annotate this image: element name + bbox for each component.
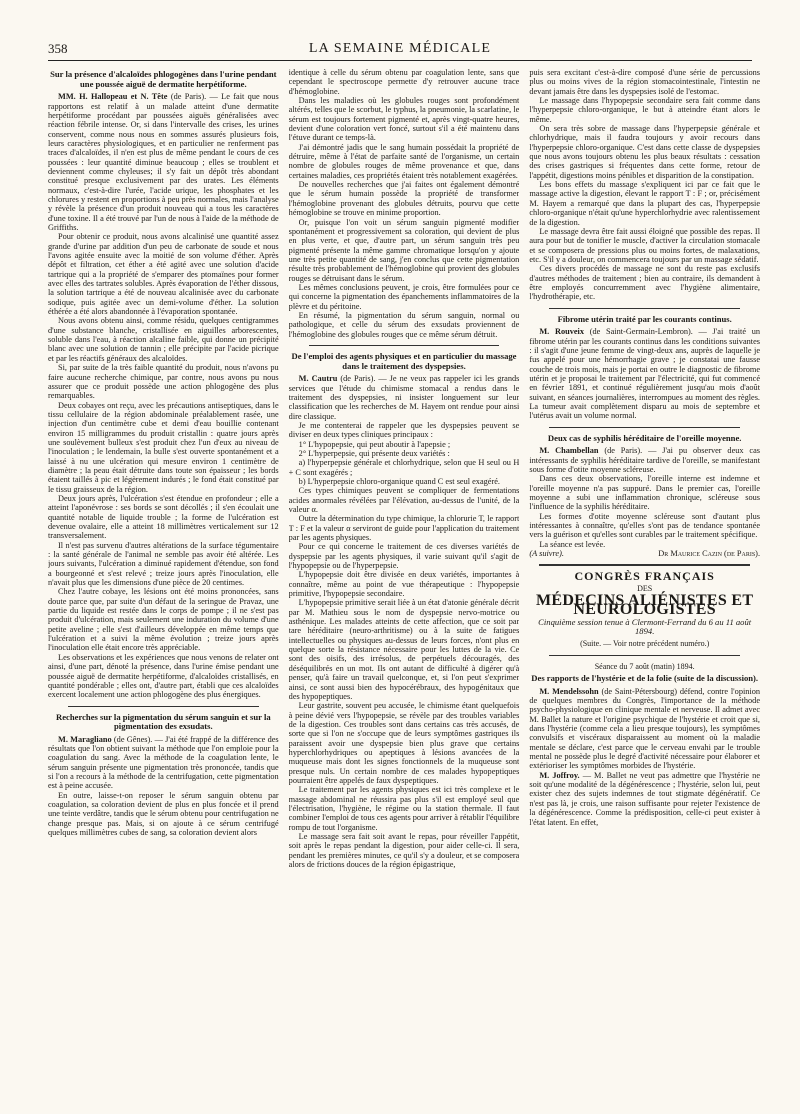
author-name: M. Maragliano: [58, 734, 112, 744]
author-name: M. Chambellan: [539, 446, 599, 456]
paragraph: Si, par suite de la très faible quantité du produit, nous n'avons pu faire aucune recherche chimique, par contre, nous avons pu nous assurer que ce produit possède une action phlogogène des plus remarquables.: [48, 363, 279, 401]
paragraph: On sera très sobre de massage dans l'hyperpepsie générale et chlorhydrique, mais il faudra toujours y avoir recours dans l'hyperpepsie chloro-organique. C'est dans cette classe de dyspepsies que nous avons toujours obtenu les plus beaux résultats : cessation des crises gastriques si fréquentes dans cette forme, retour de l'appétit, digestions moins pénibles et disparition de la constipation.: [529, 124, 761, 180]
paragraph: (de Paris). — Je ne veux pas rappeler ici les grands services que l'étude du chimisme stomacal a rendus dans le traitement des dyspepsies, ni insister longuement sur leur classification que les recherches de M. Hayem ont rendue pour ainsi dire classique.: [288, 374, 520, 421]
paragraph: Dans ces deux observations, l'oreille interne est indemne et l'oreille moyenne n'a pas suppuré. Dans le premier cas, l'oreille moyenne a subi une inflammation chronique, scléreuse sous l'influence de la syphilis héréditaire.: [529, 474, 761, 512]
paragraph: Les observations et les expériences que nous venons de relater ont ainsi, d'une part, dénoté la présence, dans l'urine émise pendant une poussée aiguë de dermatite herpétiforme, d'alcaloïdes cristallisés, en quantité pondérable ; elles ont, d'autre part, établi que ces alcaloïdes exercent localement une action phlogogène des plus énergiques.: [48, 652, 279, 700]
author-name: M. Joffroy.: [539, 770, 580, 780]
paragraph: En résumé, la pigmentation du sérum sanguin, normal ou pathologique, et celle du sérum des exsudats proviennent de l'hémoglobine des globules rouges que ce même sérum détruit.: [288, 310, 520, 339]
congress-title: CONGRÈS FRANÇAIS: [574, 569, 715, 584]
paragraph: Nous avons obtenu ainsi, comme résidu, quelques centigrammes d'une substance blanche, cristallisée en aiguilles arborescentes, soluble dans l'eau, à réaction alcaline faible, qui donne un précipité blanc avec une solution de tannin ; elle précipite par l'acide picrique et par les réactifs généraux des alcaloïdes.: [48, 316, 279, 363]
column-1: [48, 68, 279, 1102]
paragraph: Leur gastrite, souvent peu accusée, le chimisme étant quelquefois à peine dévié vers l'hypopepsie, se révèle par des troubles variables de la digestion. Ces troubles sont dans certains cas très accusés, de sorte que si l'on ne s'occupe que de leurs symptômes gastriques ils paraissent avoir une dyspepsie bien plus grave que certains hyperchlorhydriques ou apeptiques à lésions avancées de la muqueuse mais dont les signes fonctionnels de la muqueuse sont presque nuls. Un certain nombre de ces malades hypopeptiques pourraient être appelés de faux dyspeptiques.: [288, 701, 520, 785]
paragraph: Pour ce qui concerne le traitement de ces diverses variétés de dyspepsie par les agents physiques, il varie suivant qu'il s'agit de l'hypopepsie ou de l'hyperpepsie.: [288, 542, 520, 571]
paragraph: L'hypopepsie primitive serait liée à un état d'atonie générale décrit par M. Mathieu sous le nom de dyspepsie nervo-motrice ou asthénique. Les malades atteints de cette affection, que ce soit par tare héréditaire (neuro-arthritisme) ou à la suite de fatigues intellectuelles ou physiques au-dessus de leurs forces, n'ont plus en quelque sorte la résistance nécessaire pour les luttes de la vie. Ce sont des oisifs, des irrésolus, de perpétuels découragés, des déséquilibrés en un mot. Ils ont autant de difficulté à digérer qu'à penser, qu'à faire un travail quelconque, et, si l'on peut s'exprimer ainsi, ce sont aussi bien des hypocérébraux, des hypogénitaux que des hypopeptiques.: [288, 598, 520, 701]
paragraph: Ces divers procédés de massage ne sont du reste pas exclusifs d'autres méthodes de traitement ; bien au contraire, ils demandent à être employés concurremment avec l'hygiène alimentaire, l'hydrothérapie, etc.: [529, 264, 761, 302]
author-name: M. Cautru: [298, 374, 338, 384]
columns: [48, 68, 760, 1102]
page-header: [48, 38, 752, 61]
page-number: 358: [48, 41, 68, 56]
author-name: MM. H. Hallopeau et N. Tête: [58, 92, 168, 102]
section-title: Recherches sur la pigmentation du sérum sanguin et sur la pigmentation des exsudats.: [56, 711, 271, 732]
running-title: LA SEMAINE MÉDICALE: [308, 41, 492, 56]
double-divider: [539, 564, 750, 568]
paragraph: (de Gênes). — J'ai été frappé de la différence des résultats que l'on obtient suivant la méthode que l'on emploie pour la coagulation du sang. Avec la méthode de la coagulation lente, le sérum sanguin présente une pigmentation très prononcée, tandis que si l'on a recours à la méthode de la centrifugation, cette pigmentation est à peine accusée.: [48, 734, 279, 791]
divider: [549, 427, 740, 428]
section-title: Fibrome utérin traité par les courants continus.: [557, 313, 732, 324]
paragraph: L'hypopepsie doit être divisée en deux variétés, importantes à connaître, même au point de vue thérapeutique : l'hypopepsie primitive, l'hypopepsie secondaire.: [288, 570, 520, 599]
paragraph: J'ai démontré jadis que le sang humain possédait la propriété de détruire, même à l'état de parfaite santé de l'organisme, un certain nombre de globules rouges de même provenance et que, dans certaines maladies, ces propriétés étaient très notablement exagérées.: [288, 142, 520, 180]
list-item: a) l'hyperpepsie générale et chlorhydrique, selon que H seul ou H + C sont exagérés ;: [288, 458, 520, 477]
paragraph: (de Paris). — J'ai pu observer deux cas intéressants de syphilis héréditaire tardive de l'oreille, se manifestant sous forme d'otite moyenne scléreuse.: [529, 446, 761, 474]
congress-heading: MÉDECINS ALIÉNISTES ET NEUROLOGISTES: [536, 592, 754, 619]
to-be-continued: (A suivre).: [529, 549, 564, 558]
divider: [549, 308, 740, 309]
paragraph: (de Paris). — Le fait que nous rapportons est relatif à un malade atteint d'une dermatite herpétiforme procédant par poussées aiguës généralisées avec réaction fébrile intense. Or, si dans l'intervalle des crises, les urines conservent, comme nous nous en sommes assurés plusieurs fois, leurs caractères physiologiques, et en particulier ne renferment pas traces d'alcaloïdes, il n'en est plus de même pendant le cours de ces poussées : leur quantité diminue beaucoup ; elles se troublent et deviennent comme chyleuses; il s'y fait un dépôt très abondant constitué presque exclusivement par des urates. Les éléments normaux, c'est-à-dire l'urée, l'acide urique, les phosphates et les chlorures y restent en proportions à peu près normales, mais l'analyse y révèle la présence d'un produit nouveau qui a tous les caractères d'une toxine. Il a été trouvé par l'un de nous à l'aide de la méthode de Griffiths.: [48, 92, 279, 232]
paragraph: Pour obtenir ce produit, nous avons alcalinisé une quantité assez grande d'urine par addition d'un peu de carbonate de soude et nous l'avons agitée ensuite avec la moitié de son volume d'éther. Après dépôt et filtration, cet éther a été agité avec une solution d'acide tartrique qui a la propriété de s'emparer des ptomaïnes pour former avec elles des tartrates solubles. Après évaporation de l'éther dissous, la solution tartrique a été de nouveau alcalinisée avec du carbonate sodique, puis agitée avec un demi-volume d'éther. La solution éthérée a été alors abandonnée à l'évaporation spontanée.: [48, 232, 279, 317]
paragraph: Le traitement par les agents physiques est ici très complexe et le massage abdominal ne réussira pas plus s'il est employé seul que l'électrisation, l'hygiène, le régime ou la station thermale. Il faut combiner l'emploi de tous ces agents pour arriver à rétablir l'équilibre rompu de tout l'organisme.: [288, 785, 520, 832]
column-2: [289, 68, 520, 1102]
list-item: 1° L'hypopepsie, qui peut aboutir à l'apepsie ;: [298, 439, 451, 449]
congress-suite: (Suite. — Voir notre précédent numéro.): [580, 639, 710, 649]
session-date: Séance du 7 août (matin) 1894.: [594, 661, 695, 671]
paragraph: Deux cobayes ont reçu, avec les précautions antiseptiques, dans le tissu cellulaire de la région abdominale préalablement rasée, une injection d'un centimètre cube et demi d'eau bouillie contenant environ 15 milligrammes du produit cristallin : quatre jours après une soulèvement bulleux s'est produit chez l'un d'eux au niveau de l'inoculation ; le lendemain, la bulle s'est ouverte spontanément et a laissé à nu une ulcération qui mesure environ 1 centimètre de diamètre ; la peau était détruite dans toute son épaisseur ; les bords étaient taillés à pic et légèrement indurés ; le fond était constitué par le tissu graisseux de la région.: [48, 400, 279, 494]
paragraph: Les bons effets du massage s'expliquent ici par ce fait que le massage active la digestion, élevant le rapport T : F ; or, précisément M. Hayem a remarqué que dans la plupart des cas, l'hyperpepsie chloro-organique n'était qu'une hyperchlorhydrie avec ralentissement de la digestion.: [529, 180, 761, 227]
paragraph: Les formes d'otite moyenne scléreuse sont d'autant plus intéressantes à connaître, qu'elles s'ont pas de tendance spontanée vers la guérison et qu'elles sont curables par le traitement spécifique.: [529, 511, 761, 540]
paragraph: puis sera excitant c'est-à-dire composé d'une série de percussions plus ou moins vives de la région stomacointestinale, l'intestin ne devant jamais être dans les dyspepsies isolé de l'estomac.: [529, 68, 761, 96]
column-3: [529, 68, 760, 1102]
paragraph: Le massage dans l'hypopepsie secondaire sera fait comme dans l'hyperpepsie chloro-organique, le but à atteindre étant alors le même.: [529, 96, 761, 124]
list-item: 2° L'hyperpepsie, qui présente deux variétés :: [298, 448, 450, 458]
paragraph: Je me contenterai de rappeler que les dyspepsies peuvent se diviser en deux types cliniques principaux :: [288, 420, 520, 440]
divider: [68, 706, 259, 707]
paragraph: Or, puisque l'on voit un sérum sanguin pigmenté modifier spontanément et progressivement sa coloration, qui devient de plus en plus verte, et que, d'autre part, un sérum sanguin très peu pigmenté présente la même gamme chromatique lorsqu'on y ajoute une très petite quantité de sang, j'en conclus que cette pigmentation résulte très probablement de l'hémoglobine qui provient des globules rouges se détruisant dans le sérum.: [288, 217, 520, 283]
divider: [309, 345, 500, 346]
paragraph: Il n'est pas survenu d'autres altérations de la surface tégumentaire : la santé générale de l'animal ne semble pas avoir été altérée. Les jours suivants, l'ulcération a diminué rapidement d'étendue, son fond a bourgeonné et s'est relevé ; treize jours après l'inoculation, elle n'avait plus que les dimensions d'une pièce de 20 centimes.: [48, 540, 279, 588]
paragraph: De nouvelles recherches que j'ai faites ont également démontré que le sérum humain possède la propriété de transformer l'hémoglobine provenant des globules détruits, pourvu que cette hémoglobine se trouve en minime proportion.: [288, 180, 520, 218]
paragraph: Dans les maladies où les globules rouges sont profondément altérés, telles que le scorbut, le typhus, la pneumonie, la scarlatine, le sérum est toujours fortement pigmenté et, après vingt-quatre heures, devient d'une coloration vert foncé, surtout s'il a été maintenu dans l'étuve durant ce temps-là.: [288, 96, 520, 143]
paragraph: Chez l'autre cobaye, les lésions ont été moins prononcées, sans doute parce que, par suite d'un défaut de la seringue de Pravaz, une partie du liquide est restée dans le corps de pompe ; il ne s'est pas produit d'ulcération, mais seulement une induration du volume d'une petite aveline ; elle s'est d'ailleurs développée en même temps que l'ulcération et a suivi la même évolution ; treize jours après l'inoculation elle était encore très appréciable.: [48, 587, 279, 653]
list-item: b) L'hyperpepsie chloro-organique quand C est seul exagéré.: [298, 476, 500, 486]
paragraph: Les mêmes conclusions peuvent, je crois, être formulées pour ce qui concerne la pigmentation des épanchements inflammatoires de la plèvre et du péritoine.: [288, 282, 520, 311]
paragraph: — M. Ballet ne veut pas admettre que l'hystérie ne soit qu'une modalité de la dégénérescence ; l'hystérie, selon lui, peut exister chez des sujets indemnes de tout stigmate dégénératif. Ce n'est pas là, je crois, une raison suffisante pour rejeter l'existence de la dégénérescence. Comme la prédisposition, celle-ci peut exister à l'état latent. En effet,: [529, 770, 761, 827]
author-name: M. Mendelssohn: [539, 686, 599, 696]
section-title: Deux cas de syphilis héréditaire de l'oreille moyenne.: [547, 432, 742, 443]
divider: [549, 655, 740, 656]
section-title: De l'emploi des agents physiques et en particulier du massage dans le traitement des dyspepsies.: [291, 350, 517, 371]
paragraph: La séance est levée.: [539, 539, 606, 549]
signature: Dr Maurice Cazin (de Paris).: [658, 549, 761, 558]
author-name: M. Rouveix: [539, 327, 584, 337]
congress-des: DES: [637, 583, 653, 593]
paragraph: En outre, laisse-t-on reposer le sérum sanguin obtenu par coagulation, sa coloration devient de plus en plus foncée et il prend une teinte verdâtre, tandis que le sérum obtenu pour centrifugation ne change presque pas. Mais, si on ajoute à ce sérum centrifugé quelques millimètres cubes de sang, sa coloration devient alors: [48, 790, 279, 838]
section-title: Des rapports de l'hystérie et de la folie (suite de la discussion).: [531, 673, 759, 684]
paragraph: Ces types chimiques peuvent se compliquer de fermentations acides anormales révélées par l'élévation, au-dessus de l'unité, de la valeur α.: [288, 486, 520, 514]
paragraph: identique à celle du sérum obtenu par coagulation lente, sans que cependant le spectroscope permette d'y retrouver aucune trace d'hémoglobine.: [288, 68, 520, 96]
paragraph: Deux jours après, l'ulcération s'est étendue en profondeur ; elle a atteint l'aponévrose : ses bords se sont décollés ; il s'en écoulait une quantité notable de liquide trouble ; la forme de l'ulcération est devenue ovalaire, elle a atteint 18 millimètres verticalement sur 12 transversalement.: [48, 493, 279, 541]
paragraph: Outre la détermination du type chimique, la chlorurie T, le rapport T : F et la valeur α serviront de guide pour l'application du traitement par les agents physiques.: [288, 514, 520, 542]
congress-session: Cinquième session tenue à Clermont-Ferrand du 6 au 11 août 1894.: [538, 616, 752, 637]
paragraph: Le massage devra être fait aussi éloigné que possible des repas. Il aura pour but de tonifier le muscle, d'activer la circulation stomacale et se composera de pressions plus ou moins fortes, de malaxations, etc. S'il y a douleur, on commencera toujours par un massage sédatif.: [529, 226, 761, 264]
paragraph: (de Saint-Pétersbourg) défend, contre l'opinion de quelques membres du Congrès, l'importance de la méthode psycho-physiologique en clinique mentale et nerveuse. Il admet avec M. Ballet la nature et l'origine psychique de l'hystérie et croit que si, dans l'hystérie (comme cela a lieu presque toujours), les symptômes convulsifs et viscéraux disparaissent au moment où la maladie mentale se déclare, c'est parce que le cerveau envahi par le trouble mental ne possède plus le degré d'activité nécessaire pour élaborer et extérioriser les symptômes morbides de l'hystérie.: [529, 686, 761, 771]
section-title: Sur la présence d'alcaloïdes phlogogènes dans l'urine pendant une poussée aiguë de dermatite herpétiforme.: [50, 69, 277, 89]
paragraph: (de Saint-Germain-Lembron). — J'ai traité un fibrome utérin par les courants continus dans les conditions suivantes : il s'agit d'une jeune femme de vingt-deux ans, auprès de laquelle je fus appelé pour une hémorrhagie grave ; je constatai une fausse couche de trois mois, mais je portai en outre le diagnostic de fibrome utérin et je proposai le traitement par l'électricité, qui fut commencé en février 1891, et continué régulièrement jusqu'au mois d'août suivant, en séances journalières, interrompues au moment des règles. La tumeur avait complètement disparu au mois de septembre et l'utérus avait un volume normal.: [529, 327, 761, 421]
paragraph: Le massage sera fait soit avant le repas, pour réveiller l'appétit, soit après le repas pendant la digestion, pour aider celle-ci. Il sera, pendant les premières minutes, ce qu'il s'y a douleur, et se composera alors de frictions douces de la région épigastrique,: [288, 832, 520, 870]
